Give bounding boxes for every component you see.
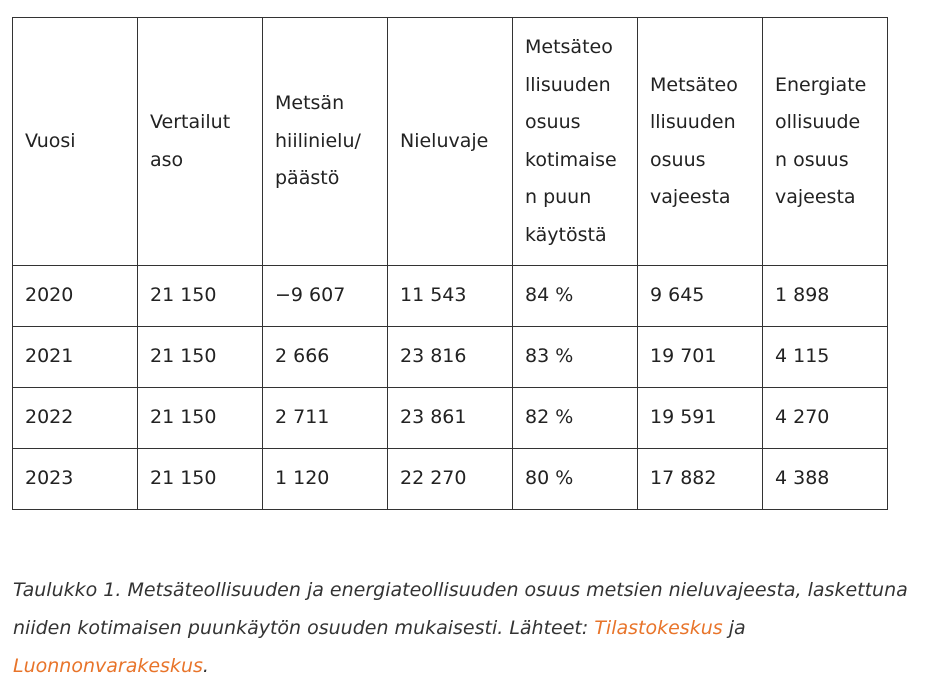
caption-text: Taulukko 1. Metsäteollisuuden ja energiateollisuuden osuus metsien nieluvajeesta, laskettuna niiden kotimaisen puunkäytön osuuden mukaisesti. Lähteet:: [13, 579, 908, 639]
cell-osuus-kaytosta: 84 %: [513, 266, 638, 327]
cell-energiateollisuus-vajeesta: 4 115: [763, 327, 888, 388]
cell-vertailutaso: 21 150: [138, 388, 263, 449]
header-row: [13, 18, 888, 266]
table-caption: [13, 571, 913, 685]
table-row: [13, 388, 888, 449]
table-row: [13, 449, 888, 510]
header-vuosi: Vuosi: [13, 18, 138, 266]
header-vertailutaso: Vertailut aso: [138, 18, 263, 266]
cell-energiateollisuus-vajeesta: 1 898: [763, 266, 888, 327]
table-row: [13, 266, 888, 327]
cell-osuus-kaytosta: 80 %: [513, 449, 638, 510]
cell-energiateollisuus-vajeesta: 4 388: [763, 449, 888, 510]
cell-nieluvaje: 23 861: [388, 388, 513, 449]
cell-metsateollisuus-vajeesta: 19 701: [638, 327, 763, 388]
cell-energiateollisuus-vajeesta: 4 270: [763, 388, 888, 449]
cell-metsateollisuus-vajeesta: 9 645: [638, 266, 763, 327]
cell-year: 2020: [13, 266, 138, 327]
cell-osuus-kaytosta: 83 %: [513, 327, 638, 388]
header-energiateollisuus-vajeesta: Energiate ollisuude n osuus vajeesta: [763, 18, 888, 266]
cell-hiilinielu: −9 607: [263, 266, 388, 327]
table-row: [13, 327, 888, 388]
cell-metsateollisuus-vajeesta: 19 591: [638, 388, 763, 449]
cell-metsateollisuus-vajeesta: 17 882: [638, 449, 763, 510]
luonnonvarakeskus-link[interactable]: Luonnonvarakeskus: [13, 655, 203, 677]
cell-hiilinielu: 2 666: [263, 327, 388, 388]
cell-vertailutaso: 21 150: [138, 327, 263, 388]
cell-hiilinielu: 2 711: [263, 388, 388, 449]
header-nieluvaje: Nieluvaje: [388, 18, 513, 266]
data-table: [12, 17, 888, 510]
cell-nieluvaje: 11 543: [388, 266, 513, 327]
cell-hiilinielu: 1 120: [263, 449, 388, 510]
header-osuus-kaytosta: Metsäteo llisuuden osuus kotimaise n puun käytöstä: [513, 18, 638, 266]
cell-nieluvaje: 23 816: [388, 327, 513, 388]
caption-end: .: [202, 655, 209, 677]
cell-vertailutaso: 21 150: [138, 449, 263, 510]
header-metsateollisuus-vajeesta: Metsäteo llisuuden osuus vajeesta: [638, 18, 763, 266]
cell-nieluvaje: 22 270: [388, 449, 513, 510]
cell-vertailutaso: 21 150: [138, 266, 263, 327]
header-hiilinielu: Metsän hiilinielu/ päästö: [263, 18, 388, 266]
tilastokeskus-link[interactable]: Tilastokeskus: [594, 617, 723, 639]
cell-year: 2022: [13, 388, 138, 449]
cell-year: 2023: [13, 449, 138, 510]
cell-year: 2021: [13, 327, 138, 388]
cell-osuus-kaytosta: 82 %: [513, 388, 638, 449]
caption-connector: ja: [722, 617, 746, 639]
